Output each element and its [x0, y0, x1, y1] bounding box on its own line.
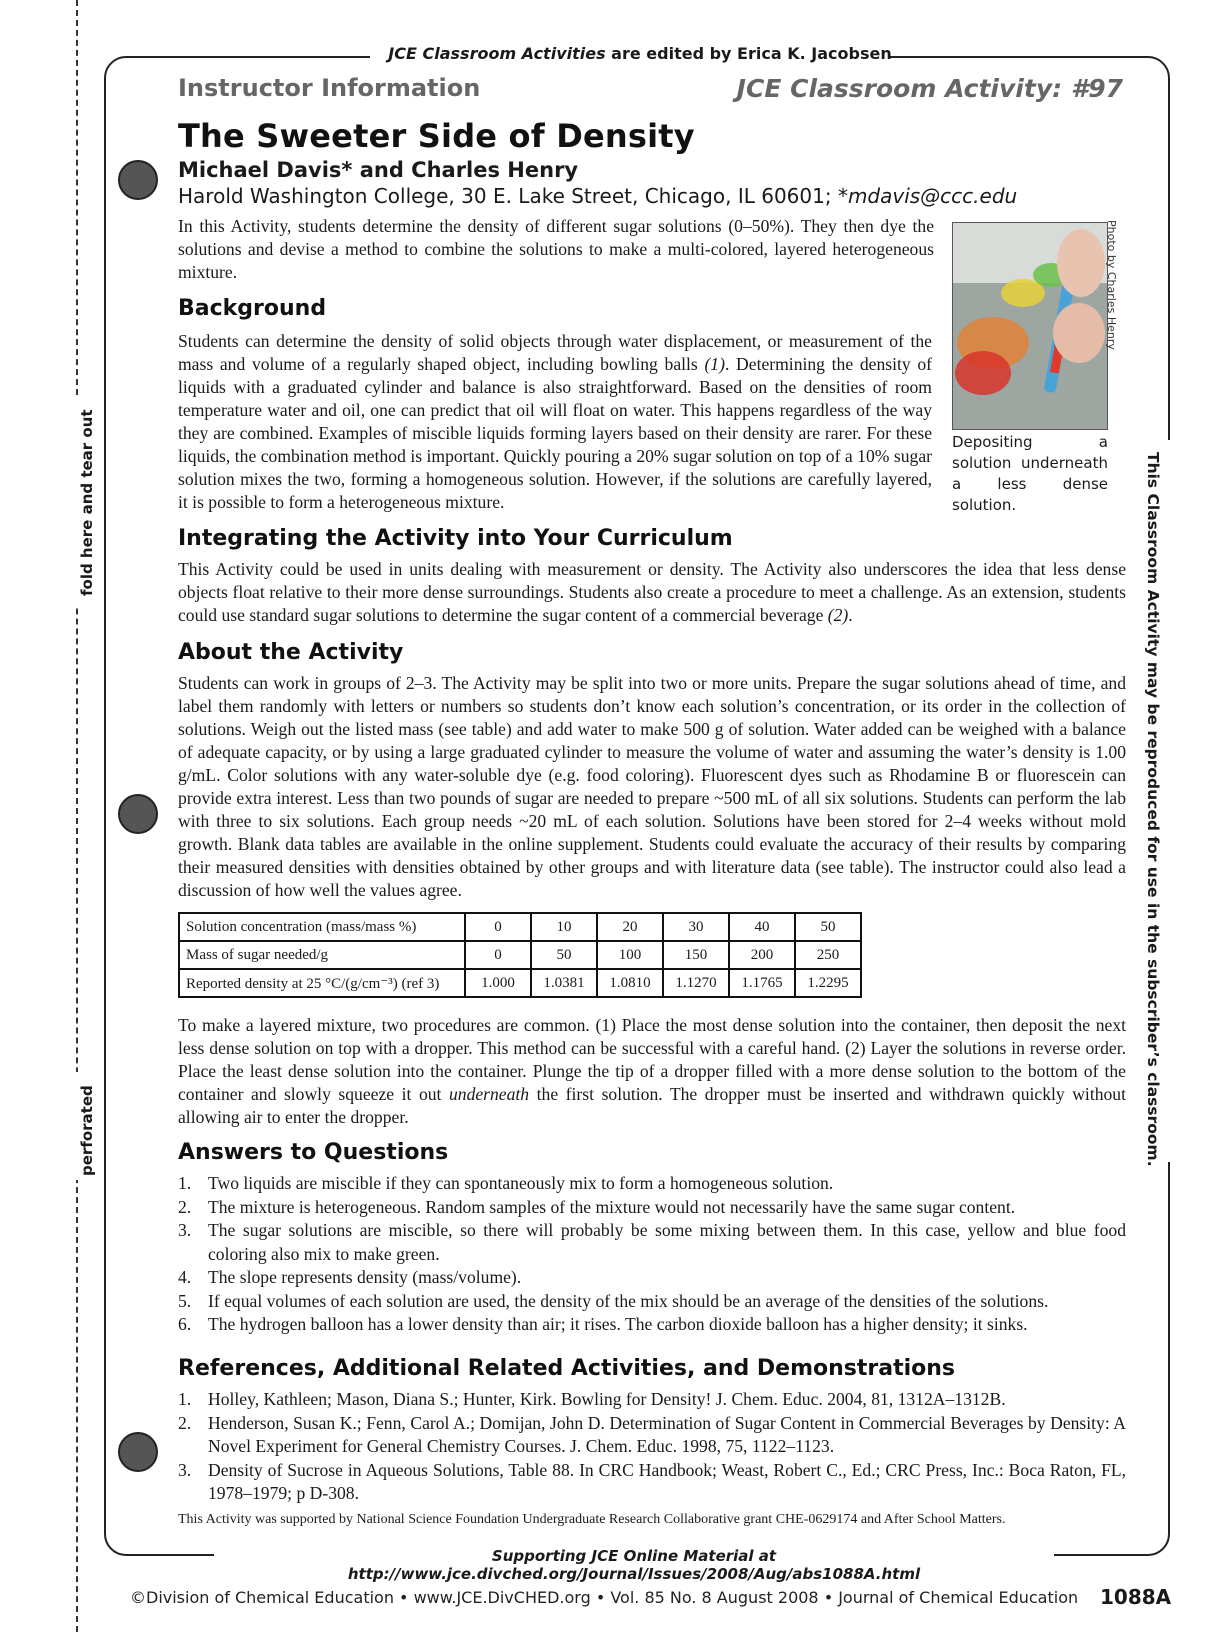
- heading-answers: Answers to Questions: [178, 1140, 449, 1165]
- heading-integrating: Integrating the Activity into Your Curriculum: [178, 526, 733, 551]
- photo-caption: Depositing a solution underneath a less dense solution.: [952, 433, 1108, 514]
- binder-hole-middle: [118, 794, 158, 834]
- page-title: The Sweeter Side of Density: [178, 117, 695, 155]
- table-cell: 20: [597, 913, 663, 941]
- list-item: 3. Density of Sucrose in Aqueous Solutions, Table 88. In CRC Handbook; Weast, Robert C., Ed.; CRC Press, Inc.: Boca Raton, FL, 1978–1979; p D-308.: [178, 1459, 1126, 1503]
- perforated-label: perforated: [78, 1085, 96, 1176]
- intro-paragraph: In this Activity, students determine the density of different sugar solutions (0–50%). They then dye the solutions and devise a method to combine the solutions to make a multi-colored, layered heterogeneous mixture.: [178, 216, 934, 282]
- table-cell: 250: [795, 941, 861, 969]
- table-cell: 30: [663, 913, 729, 941]
- online-material-link[interactable]: Supporting JCE Online Material at http://www.jce.divched.org/Journal/Issues/2008/Aug/abs1088A.html: [347, 1547, 921, 1583]
- list-item: 4. The slope represents density (mass/volume).: [178, 1267, 522, 1287]
- photo-credit: Photo by Charles Henry: [1105, 220, 1118, 350]
- background-paragraph: Students can determine the density of solid objects through water displacement, or measurement of the mass and volume of a regularly shaped object, including bowling balls (1). Determining the density of liquids with a graduated cylinder and balance is also straightforward. Based on the densities of room temperature water and oil, one can predict that oil will float on water. This happens regardless of the way they are combined. Examples of miscible liquids forming layers based on their density are rarer. For these liquids, the combination method is important. Quickly pouring a 20% sugar solution on top of a 10% sugar solution mixes the two, forming a homogeneous solution. However, if the solutions are carefully layered, it is possible to form a heterogeneous mixture.: [178, 331, 932, 512]
- table-cell: 0: [465, 941, 531, 969]
- table-cell: 50: [531, 941, 597, 969]
- list-item: 2. Henderson, Susan K.; Fenn, Carol A.; Domijan, John D. Determination of Sugar Content in Commercial Beverages by Density: A Novel Experiment for General Chemistry Courses. J. Chem. Educ. 1998, 75, 1122–1123.: [178, 1412, 1126, 1456]
- heading-references: References, Additional Related Activities, and Demonstrations: [178, 1356, 956, 1381]
- list-item: 6. The hydrogen balloon has a lower density than air; it rises. The carbon dioxide balloon has a higher density; it sinks.: [178, 1314, 1028, 1334]
- heading-about: About the Activity: [178, 640, 404, 665]
- table-cell: 1.000: [465, 969, 531, 997]
- photo-layered-solutions: [952, 222, 1108, 430]
- about-paragraph: Students can work in groups of 2–3. The Activity may be split into two or more units. Prepare the sugar solutions ahead of time, and label them randomly with letters or numbers so students don’t know each solution’s concentration, or its order in the collection of solutions. Weigh out the listed mass (see table) and add water to make 500 g of solution. Water added can be weighed with a balance of adequate capacity, or by using a large graduated cylinder to measure the volume of water and assuming the water’s density is 1.00 g/mL. Color solutions with any water-soluble dye (e.g. food coloring). Fluorescent dyes such as Rhodamine B or fluorescein can provide extra interest. Less than two pounds of sugar are needed to prepare ~500 mL of all six solutions. Students can perform the lab with three to six solutions. Each group needs ~20 mL of each solution. Solutions have been stored for 2–4 weeks without mold growth. Blank data tables are available in the online supplement. Students could evaluate the accuracy of their results by comparing their measured densities with densities obtained by other groups and with literature data (see table). The instructor could also lead a discussion of how well the values agree.: [178, 673, 1126, 900]
- table-cell: Mass of sugar needed/g: [179, 941, 465, 969]
- table-cell: 50: [795, 913, 861, 941]
- table-cell: 200: [729, 941, 795, 969]
- table-cell: 100: [597, 941, 663, 969]
- binder-hole-bottom: [118, 1432, 158, 1472]
- table-cell: 1.0381: [531, 969, 597, 997]
- table-row: [179, 913, 861, 941]
- integrating-paragraph: This Activity could be used in units dealing with measurement or density. The Activity also underscores the idea that less dense objects float relative to their more dense surroundings. Students also create a procedure to meet a challenge. As an extension, students could use standard sugar solutions to determine the sugar content of a commercial beverage (2).: [178, 559, 1126, 625]
- table-cell: 40: [729, 913, 795, 941]
- table-row: [179, 941, 861, 969]
- table-cell: Solution concentration (mass/mass %): [179, 913, 465, 941]
- table-cell: Reported density at 25 °C/(g/cm⁻³) (ref 3): [179, 969, 465, 997]
- table-cell: 1.1270: [663, 969, 729, 997]
- table-cell: 1.1765: [729, 969, 795, 997]
- list-item: 5. If equal volumes of each solution are used, the density of the mix should be an average of the densities of the solutions.: [178, 1290, 1049, 1311]
- table-cell: 150: [663, 941, 729, 969]
- perforation-line: [76, 0, 78, 1632]
- footer: ©Division of Chemical Education • www.JCE.DivCHED.org • Vol. 85 No. 8 August 2008 • Journal of Chemical Education: [130, 1588, 1079, 1607]
- table-cell: 1.2295: [795, 969, 861, 997]
- affiliation: Harold Washington College, 30 E. Lake Street, Chicago, IL 60601; *mdavis@ccc.edu: [178, 184, 1018, 208]
- section-label: Instructor Information: [178, 74, 481, 102]
- list-item: 2. The mixture is heterogeneous. Random samples of the mixture would not necessarily have the same sugar content.: [178, 1196, 1016, 1217]
- density-table: [178, 912, 862, 998]
- editor-caption: JCE Classroom Activities are edited by Erica K. Jacobsen: [388, 44, 892, 63]
- list-item: 3. The sugar solutions are miscible, so there will probably be some mixing between them. In this case, yellow and blue food coloring also mix to make green.: [178, 1220, 1126, 1264]
- references-list: [178, 1388, 1126, 1506]
- answers-list: [178, 1172, 1126, 1337]
- support-note: This Activity was supported by National Science Foundation Undergraduate Research Collaborative grant CHE-0629174 and After School Matters.: [178, 1512, 1006, 1527]
- list-item: 1. Holley, Kathleen; Mason, Diana S.; Hunter, Kirk. Bowling for Density! J. Chem. Educ. 2004, 81, 1312A–1312B.: [178, 1389, 1006, 1409]
- authors: Michael Davis* and Charles Henry: [178, 158, 579, 182]
- table-cell: 1.0810: [597, 969, 663, 997]
- list-item: 1. Two liquids are miscible if they can spontaneously mix to form a homogeneous solution.: [178, 1173, 834, 1193]
- binder-hole-top: [118, 160, 158, 200]
- activity-number: JCE Classroom Activity: #97: [736, 74, 1123, 103]
- heading-background: Background: [178, 296, 327, 321]
- page-number: 1088A: [1100, 1585, 1172, 1609]
- table-cell: 0: [465, 913, 531, 941]
- layering-paragraph: To make a layered mixture, two procedures are common. (1) Place the most dense solution into the container, then deposit the next less dense solution on top with a dropper. This method can be successful with a careful hand. (2) Layer the solutions in reverse order. Place the least dense solution into the container. Plunge the tip of a dropper filled with a more dense solution to the bottom of the container and slowly squeeze it out underneath the first solution. The dropper must be inserted and withdrawn quickly without allowing air to enter the dropper.: [178, 1015, 1126, 1127]
- table-row: [179, 969, 861, 997]
- reproduction-notice: This Classroom Activity may be reproduced for use in the subscriber’s classroom.: [1144, 452, 1162, 1167]
- table-cell: 10: [531, 913, 597, 941]
- fold-label: fold here and tear out: [78, 409, 96, 596]
